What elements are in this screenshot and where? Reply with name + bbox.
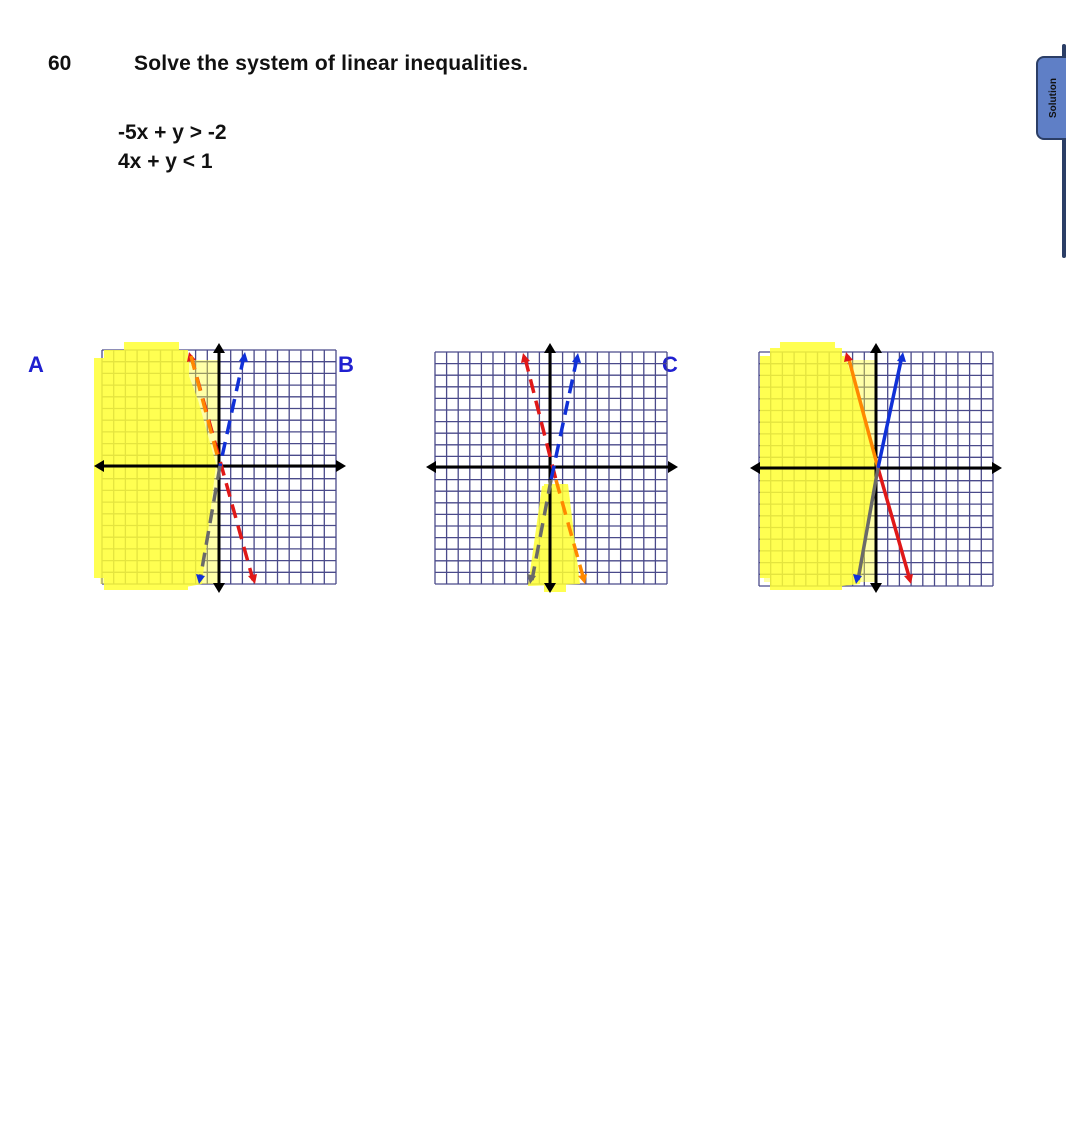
- option-c-label[interactable]: C: [662, 352, 678, 377]
- inequality-1: -5x + y > -2: [118, 121, 227, 144]
- option-b-label[interactable]: B: [338, 352, 354, 377]
- graph-option-c[interactable]: [746, 340, 1006, 596]
- inequality-2: 4x + y < 1: [118, 150, 213, 173]
- highlight-shading: [528, 484, 580, 592]
- graph-option-b[interactable]: [422, 340, 682, 596]
- question-prompt: Solve the system of linear inequalities.: [134, 52, 529, 75]
- option-a-label[interactable]: A: [28, 352, 44, 377]
- question-number: 60: [48, 52, 72, 75]
- highlight-shading: [760, 342, 878, 590]
- graph-option-a[interactable]: [90, 340, 350, 596]
- solution-tab-label[interactable]: Solution: [1048, 78, 1059, 118]
